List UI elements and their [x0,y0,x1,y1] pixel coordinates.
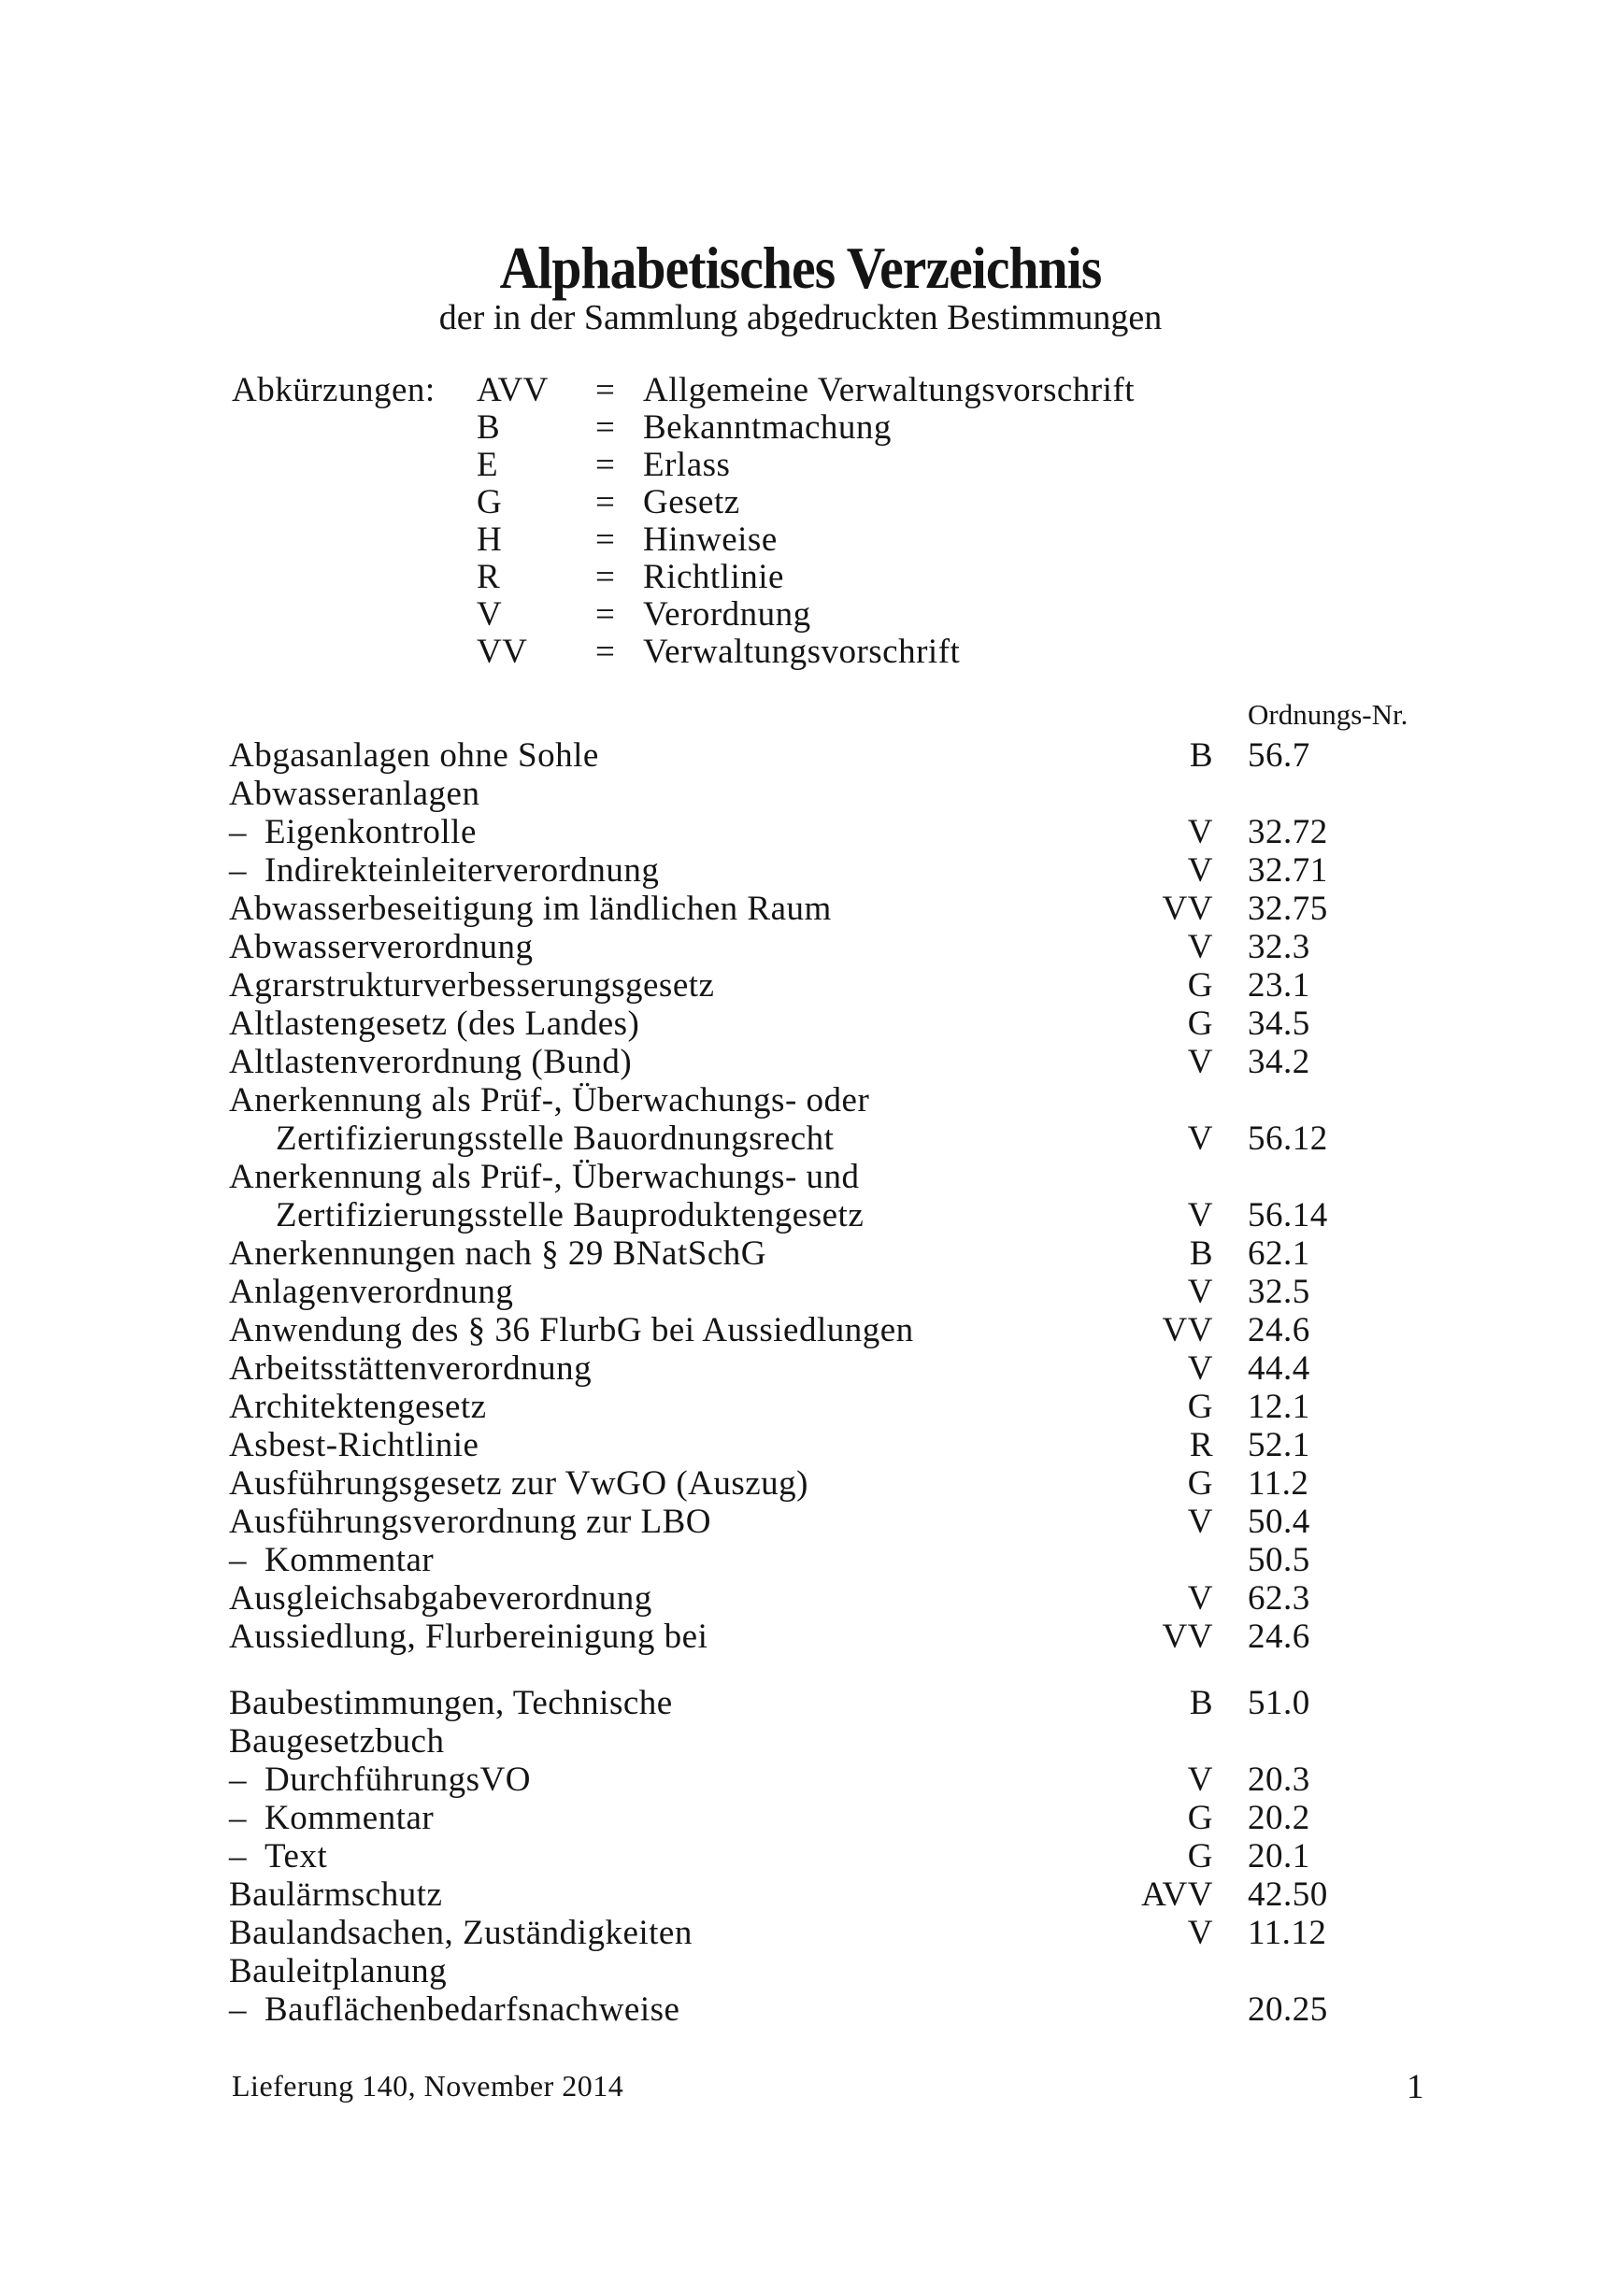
entry-title: Baugesetzbuch [229,1722,445,1761]
entry-order-number: 11.12 [1248,1914,1327,1952]
entry-order-number: 50.5 [1248,1541,1310,1579]
abbreviation-meaning: Richtlinie [643,558,784,596]
index-row [229,1541,1332,1579]
index-row [229,1990,1332,2029]
index-row [229,1799,1332,1837]
entry-order-number: 32.72 [1248,813,1328,851]
abbreviation-code: H [477,521,503,559]
entry-title: Abwasseranlagen [229,775,480,813]
abbreviation-row [232,634,1260,671]
abbreviation-row [232,559,1260,596]
entry-order-number: 20.25 [1248,1990,1328,2029]
page-number: 1 [1407,2068,1424,2106]
entry-type-code: G [1187,966,1213,1005]
index-row [229,1464,1332,1503]
entry-type-code: V [1187,1349,1213,1388]
entry-order-number: 32.3 [1248,928,1310,966]
index-row [229,890,1332,928]
entry-title: Ausgleichsabgabeverordnung [229,1579,652,1618]
entry-title: Altlastenverordnung (Bund) [229,1043,633,1081]
abbreviation-row [232,521,1260,559]
entry-type-code: G [1187,1005,1213,1043]
abbreviations-list [232,372,1260,671]
entry-type-code: VV [1162,1311,1213,1349]
entry-type-code: G [1187,1837,1213,1875]
abbreviation-row [232,447,1260,484]
index-row [229,1722,1332,1761]
entry-order-number: 23.1 [1248,966,1310,1005]
entry-type-code: V [1187,1503,1213,1541]
abbreviation-meaning: Verordnung [643,595,811,634]
entry-title: – Indirekteinleiterverordnung [229,851,660,890]
equals-sign: = [595,446,616,484]
entry-type-code: B [1189,1684,1213,1722]
index-row [229,1875,1332,1914]
equals-sign: = [595,371,616,409]
entry-title: Asbest-Richtlinie [229,1426,479,1464]
entry-order-number: 62.3 [1248,1579,1310,1618]
entry-type-code: VV [1162,1618,1213,1656]
entry-title: Architektengesetz [229,1388,487,1426]
abbreviation-code: B [477,408,501,447]
edition-info: Lieferung 140, November 2014 [232,2069,624,2103]
index-row [229,775,1332,813]
index-row [229,1579,1332,1618]
entry-title: Anerkennung als Prüf-, Überwachungs- oder [229,1081,870,1119]
entry-order-number: 50.4 [1248,1503,1310,1541]
entry-order-number: 62.1 [1248,1234,1310,1273]
entry-order-number: 52.1 [1248,1426,1310,1464]
entry-type-code: G [1187,1388,1213,1426]
entry-title: Baubestimmungen, Technische [229,1684,673,1722]
entry-order-number: 42.50 [1248,1875,1328,1914]
entry-type-code: V [1187,813,1213,851]
order-number-column-header: Ordnungs-Nr. [1248,698,1408,731]
entry-title: Anwendung des § 36 FlurbG bei Aussiedlungen [229,1311,914,1349]
abbreviation-row [232,372,1260,409]
index-row [229,1196,1332,1234]
abbreviation-code: VV [477,633,528,671]
entry-order-number: 24.6 [1248,1618,1310,1656]
index-row [229,1081,1332,1119]
entry-order-number: 44.4 [1248,1349,1310,1388]
entry-type-code: V [1187,928,1213,966]
entry-type-code: V [1187,851,1213,890]
index-section [229,736,1332,1656]
entry-type-code: G [1187,1464,1213,1503]
equals-sign: = [595,483,616,521]
entry-type-code: V [1187,1043,1213,1081]
index-row [229,1837,1332,1875]
entry-title: – Kommentar [229,1799,435,1837]
index-row [229,736,1332,775]
index-row [229,1234,1332,1273]
page-title: Alphabetisches Verzeichnis [499,235,1102,301]
equals-sign: = [595,558,616,596]
index-row [229,1426,1332,1464]
abbreviation-meaning: Verwaltungsvorschrift [643,633,961,671]
entry-title: Zertifizierungsstelle Bauordnungsrecht [276,1119,835,1158]
abbreviation-meaning: Erlass [643,446,731,484]
entry-title: Bauleitplanung [229,1952,448,1990]
entry-title: Altlastengesetz (des Landes) [229,1005,640,1043]
index-row [229,1311,1332,1349]
abbreviation-row [232,409,1260,447]
entry-title: – Bauflächenbedarfsnachweise [229,1990,680,2029]
entry-order-number: 34.2 [1248,1043,1310,1081]
entry-type-code: B [1189,736,1213,775]
entry-order-number: 24.6 [1248,1311,1310,1349]
index-row [229,1043,1332,1081]
entry-type-code: V [1187,1761,1213,1799]
entry-type-code: V [1187,1273,1213,1311]
entry-order-number: 56.12 [1248,1119,1328,1158]
index-row [229,813,1332,851]
entry-type-code: G [1187,1799,1213,1837]
entry-title: – Kommentar [229,1541,435,1579]
entry-order-number: 20.1 [1248,1837,1310,1875]
entry-title: – DurchführungsVO [229,1761,531,1799]
entry-order-number: 12.1 [1248,1388,1310,1426]
entry-title: Anlagenverordnung [229,1273,514,1311]
entry-title: Aussiedlung, Flurbereinigung bei [229,1618,708,1656]
entry-order-number: 11.2 [1248,1464,1309,1503]
index-row [229,1952,1332,1990]
entry-type-code: R [1189,1426,1213,1464]
entry-title: Abwasserverordnung [229,928,534,966]
entry-type-code: V [1187,1579,1213,1618]
equals-sign: = [595,595,616,634]
entry-order-number: 56.14 [1248,1196,1328,1234]
entry-type-code: V [1187,1914,1213,1952]
entry-title: Ausführungsverordnung zur LBO [229,1503,711,1541]
abbreviation-code: G [477,483,503,521]
equals-sign: = [595,408,616,447]
equals-sign: = [595,521,616,559]
index-row [229,851,1332,890]
entry-title: Ausführungsgesetz zur VwGO (Auszug) [229,1464,808,1503]
index-row [229,1388,1332,1426]
index-row [229,928,1332,966]
entry-order-number: 51.0 [1248,1684,1310,1722]
entry-title: Arbeitsstättenverordnung [229,1349,593,1388]
abbreviation-code: R [477,558,501,596]
entry-title: Zertifizierungsstelle Bauproduktengesetz [276,1196,865,1234]
entry-order-number: 20.2 [1248,1799,1310,1837]
entry-order-number: 34.5 [1248,1005,1310,1043]
index-row [229,1273,1332,1311]
entry-title: Abwasserbeseitigung im ländlichen Raum [229,890,832,928]
abbreviation-meaning: Hinweise [643,521,778,559]
entry-type-code: V [1187,1196,1213,1234]
entry-order-number: 32.5 [1248,1273,1310,1311]
index-row [229,1914,1332,1952]
entry-order-number: 56.7 [1248,736,1310,775]
entry-order-number: 32.71 [1248,851,1328,890]
index-section [229,1684,1332,2029]
entry-order-number: 32.75 [1248,890,1328,928]
equals-sign: = [595,633,616,671]
abbreviation-meaning: Bekanntmachung [643,408,892,447]
entry-type-code: B [1189,1234,1213,1273]
entry-title: Abgasanlagen ohne Sohle [229,736,599,775]
abbreviation-code: V [477,595,503,634]
entry-title: Anerkennung als Prüf-, Überwachungs- und [229,1158,860,1196]
entry-title: – Text [229,1837,328,1875]
index-row [229,1503,1332,1541]
index-row [229,1158,1332,1196]
index-row [229,1618,1332,1656]
index-row [229,1005,1332,1043]
abbreviation-meaning: Allgemeine Verwaltungsvorschrift [643,371,1135,409]
entry-title: – Eigenkontrolle [229,813,477,851]
entry-type-code: VV [1162,890,1213,928]
abbreviation-code: AVV [477,371,549,409]
entry-title: Anerkennungen nach § 29 BNatSchG [229,1234,766,1273]
abbreviations-label: Abkürzungen: [232,371,436,409]
entry-title: Baulärmschutz [229,1875,443,1914]
abbreviation-meaning: Gesetz [643,483,740,521]
page-subtitle: der in der Sammlung abgedruckten Bestimmungen [438,298,1163,337]
index-entries [229,736,1332,2029]
index-row [229,1119,1332,1158]
entry-type-code: V [1187,1119,1213,1158]
entry-type-code: AVV [1141,1875,1213,1914]
index-row [229,1761,1332,1799]
index-row [229,966,1332,1005]
abbreviation-row [232,484,1260,521]
entry-order-number: 20.3 [1248,1761,1310,1799]
abbreviation-code: E [477,446,499,484]
abbreviation-row [232,596,1260,634]
index-row [229,1349,1332,1388]
index-row [229,1684,1332,1722]
entry-title: Baulandsachen, Zuständigkeiten [229,1914,693,1952]
abbreviations-block [232,372,1260,671]
entry-title: Agrarstrukturverbesserungsgesetz [229,966,715,1005]
